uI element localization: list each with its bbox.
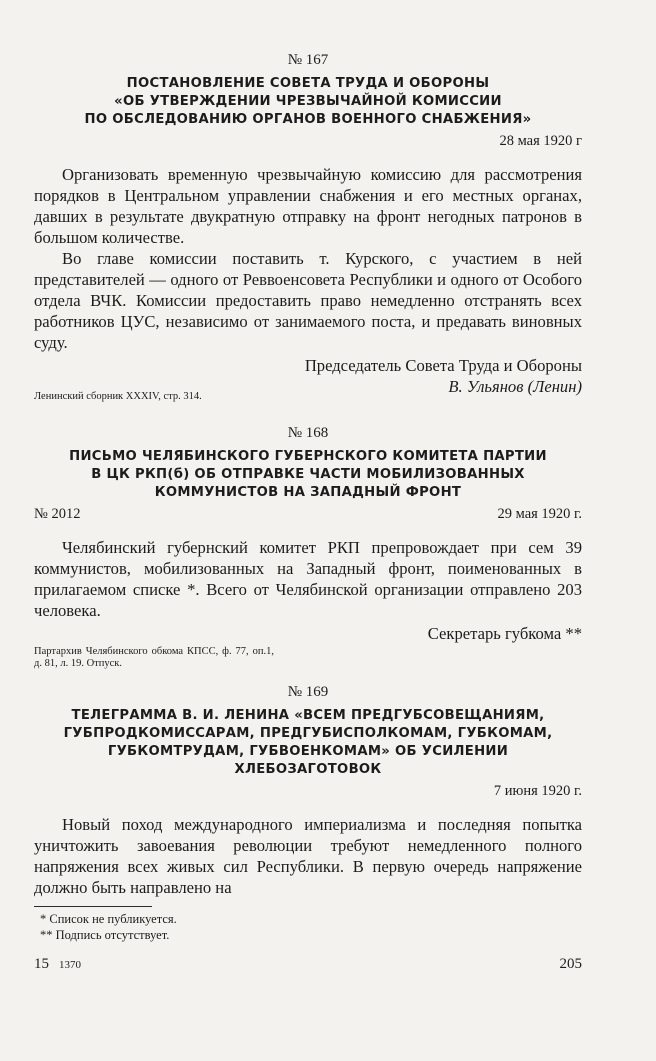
dateline — [34, 783, 582, 800]
document-number: № 168 — [287, 425, 329, 441]
page-number: 205 — [559, 956, 582, 972]
body-paragraph: Во главе комиссии поставить т. Курского, с участием в ней представителей — одного от Реввоенсовета Республики и одного от Особого отдела ВЧК. Комиссии предоставить право немедленно отстранять всех работников ЦУС, независимо от занимаемого поста, и предавать виновных суду. — [34, 249, 582, 352]
archival-source: Партархив Челябинского обкома КПСС, ф. 77, оп.1, д. 81, л. 19. Отпуск. — [34, 646, 274, 669]
print-code: 1370 — [59, 959, 81, 971]
footnote: ** Подпись отсутствует. — [40, 928, 170, 942]
dateline — [34, 133, 582, 150]
document-page — [34, 52, 582, 943]
archival-source: Ленинский сборник XXXIV, стр. 314. — [34, 391, 202, 402]
document-title — [34, 75, 582, 129]
outgoing-number: № 2012 — [34, 506, 81, 522]
document-167 — [34, 52, 582, 403]
footnote: * Список не публикуется. — [40, 912, 177, 926]
signature-block — [34, 623, 582, 644]
document-title — [34, 707, 582, 779]
document-number: № 167 — [287, 52, 329, 68]
title-line: КОММУНИСТОВ НА ЗАПАДНЫЙ ФРОНТ — [154, 485, 462, 500]
body-paragraph: Организовать временную чрезвычайную комиссию для рассмотрения порядков в Центральном управлении снабжения и его местных органах, давших в результате двукратную отправку на фронт негодных патронов в большом количестве. — [34, 165, 582, 247]
document-separator — [34, 670, 582, 684]
document-date: 29 мая 1920 г. — [497, 506, 582, 522]
title-line: ГУБКОМТРУДАМ, ГУБВОЕНКОМАМ» ОБ УСИЛЕНИИ — [107, 744, 509, 759]
title-line: ПО ОБСЛЕДОВАНИЮ ОРГАНОВ ВОЕННОГО СНАБЖЕНИЯ» — [84, 112, 532, 127]
dateline — [34, 506, 582, 523]
document-separator — [34, 403, 582, 425]
body-paragraph: Новый поход международного империализма и последняя попытка уничтожить завоевания революции требуют немедленного полного напряжения всех живых сил Республики. В первую очередь напряжение должно быть направлено на — [34, 815, 582, 897]
title-line: ХЛЕБОЗАГОТОВОК — [234, 762, 382, 777]
footnote-rule — [34, 906, 152, 907]
title-line: «ОБ УТВЕРЖДЕНИИ ЧРЕЗВЫЧАЙНОЙ КОМИССИИ — [114, 94, 502, 109]
title-line: ТЕЛЕГРАММА В. И. ЛЕНИНА «ВСЕМ ПРЕДГУБСОВЕЩАНИЯМ, — [71, 708, 545, 723]
body-paragraph: Челябинский губернский комитет РКП препровождает при сем 39 коммунистов, мобилизованных на Западный фронт, поименованных в прилагаемом списке *. Всего от Челябинской организации отправлено 203 человека. — [34, 538, 582, 620]
document-date: 28 мая 1920 г — [499, 133, 582, 149]
document-title — [34, 448, 582, 502]
signer-name: В. Ульянов (Ленин) — [448, 377, 582, 396]
title-line: ГУБПРОДКОМИССАРАМ, ПРЕДГУБИСПОЛКОМАМ, ГУБКОМАМ, — [63, 726, 553, 741]
title-line: ПОСТАНОВЛЕНИЕ СОВЕТА ТРУДА И ОБОРОНЫ — [126, 76, 490, 91]
document-date: 7 июня 1920 г. — [493, 783, 582, 799]
document-168 — [34, 425, 582, 670]
signer-title: Секретарь губкома ** — [427, 624, 582, 643]
document-169 — [34, 684, 582, 898]
sheet-mark — [34, 956, 81, 973]
document-number: № 169 — [287, 684, 329, 700]
title-line: ПИСЬМО ЧЕЛЯБИНСКОГО ГУБЕРНСКОГО КОМИТЕТА ПАРТИИ — [69, 449, 547, 464]
signer-title: Председатель Совета Труда и Обороны — [304, 356, 582, 375]
signature-number: 15 — [34, 956, 49, 972]
title-line: В ЦК РКП(б) ОБ ОТПРАВКЕ ЧАСТИ МОБИЛИЗОВАННЫХ — [91, 467, 525, 482]
